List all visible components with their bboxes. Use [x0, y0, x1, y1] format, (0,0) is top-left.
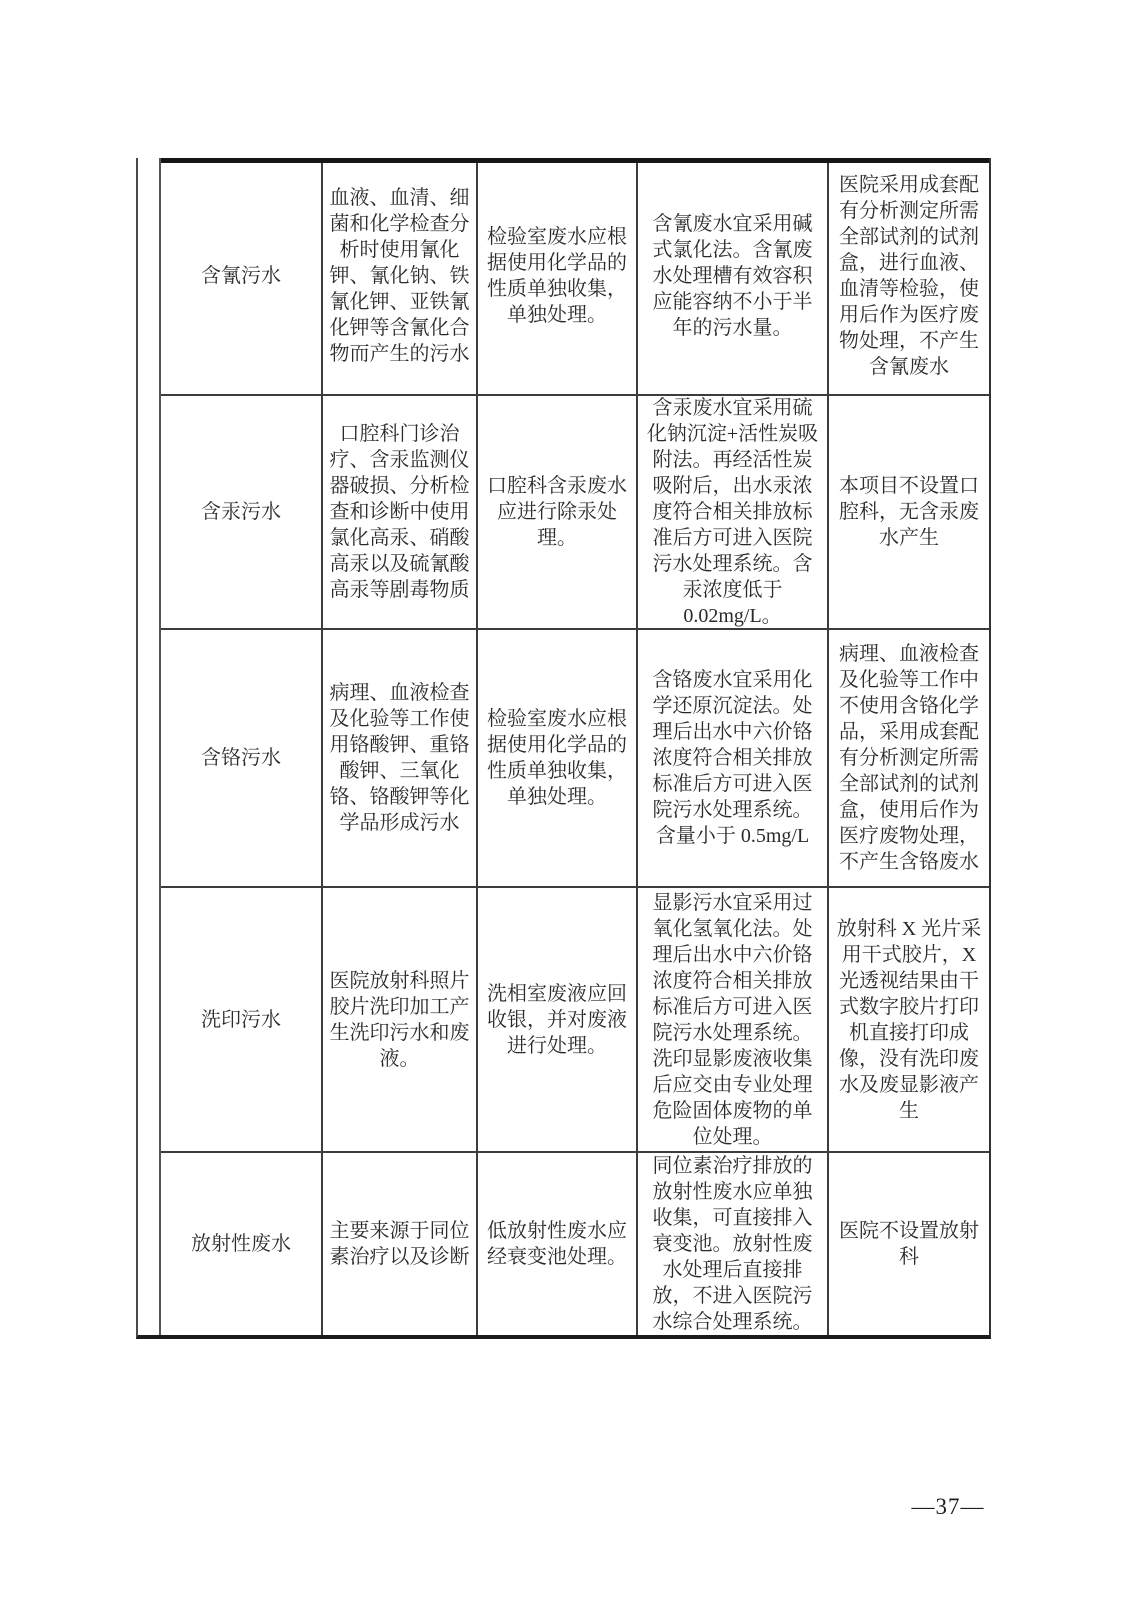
cell-source: 血液、血清、细菌和化学检查分析时使用氰化钾、氰化钠、铁氰化钾、亚铁氰化钾等含氰化合物而产生的污水 — [323, 158, 478, 396]
cell-project-situation: 病理、血液检查及化验等工作中不使用含铬化学品，采用成套配有分析测定所需全部试剂的试剂盒，使用后作为医疗废物处理，不产生含铬废水 — [829, 630, 989, 888]
cell-method: 含氰废水宜采用碱式氯化法。含氰废水处理槽有效容积应能容纳不小于半年的污水量。 — [638, 158, 829, 396]
wastewater-table-grid — [138, 158, 989, 1335]
cell-method: 显影污水宜采用过氧化氢氧化法。处理后出水中六价铬浓度符合相关排放标准后方可进入医院污水处理系统。洗印显影废液收集后应交由专业处理危险固体废物的单位处理。 — [638, 888, 829, 1153]
cell-project-situation: 本项目不设置口腔科，无含汞废水产生 — [829, 396, 989, 630]
cell-requirement: 洗相室废液应回收银，并对废液进行处理。 — [478, 888, 638, 1153]
cell-source: 主要来源于同位素治疗以及诊断 — [323, 1153, 478, 1335]
cell-category: 洗印污水 — [161, 888, 323, 1153]
cell-project-situation: 放射科 X 光片采用干式胶片，X 光透视结果由干式数字胶片打印机直接打印成像，没有洗印废水及废显影液产生 — [829, 888, 989, 1153]
cell-source: 病理、血液检查及化验等工作使用铬酸钾、重铬酸钾、三氧化铬、铬酸钾等化学品形成污水 — [323, 630, 478, 888]
cell-requirement: 口腔科含汞废水应进行除汞处理。 — [478, 396, 638, 630]
cell-requirement: 低放射性废水应经衰变池处理。 — [478, 1153, 638, 1335]
cell-category: 含汞污水 — [161, 396, 323, 630]
table-left-gutter-cell — [138, 158, 161, 1335]
cell-method: 含铬废水宜采用化学还原沉淀法。处理后出水中六价铬浓度符合相关排放标准后方可进入医院污水处理系统。含量小于 0.5mg/L — [638, 630, 829, 888]
cell-category: 含氰污水 — [161, 158, 323, 396]
cell-method: 含汞废水宜采用硫化钠沉淀+活性炭吸附法。再经活性炭吸附后，出水汞浓度符合相关排放标准后方可进入医院污水处理系统。含汞浓度低于 0.02mg/L。 — [638, 396, 829, 630]
cell-project-situation: 医院采用成套配有分析测定所需全部试剂的试剂盒，进行血液、血清等检验，使用后作为医疗废物处理，不产生含氰废水 — [829, 158, 989, 396]
cell-method: 同位素治疗排放的放射性废水应单独收集，可直接排入衰变池。放射性废水处理后直接排放，不进入医院污水综合处理系统。 — [638, 1153, 829, 1335]
cell-requirement: 检验室废水应根据使用化学品的性质单独收集，单独处理。 — [478, 158, 638, 396]
wastewater-table — [136, 158, 991, 1339]
cell-project-situation: 医院不设置放射科 — [839, 1220, 979, 1268]
page-number: —37— — [911, 1494, 985, 1519]
cell-source: 口腔科门诊治疗、含汞监测仪器破损、分析检查和诊断中使用氯化高汞、硝酸高汞以及硫氰酸高汞等剧毒物质 — [323, 396, 478, 630]
cell-requirement: 检验室废水应根据使用化学品的性质单独收集，单独处理。 — [478, 630, 638, 888]
cell-category: 放射性废水 — [161, 1153, 323, 1335]
cell-category: 含铬污水 — [161, 630, 323, 888]
cell-source: 医院放射科照片胶片洗印加工产生洗印污水和废液。 — [323, 888, 478, 1153]
